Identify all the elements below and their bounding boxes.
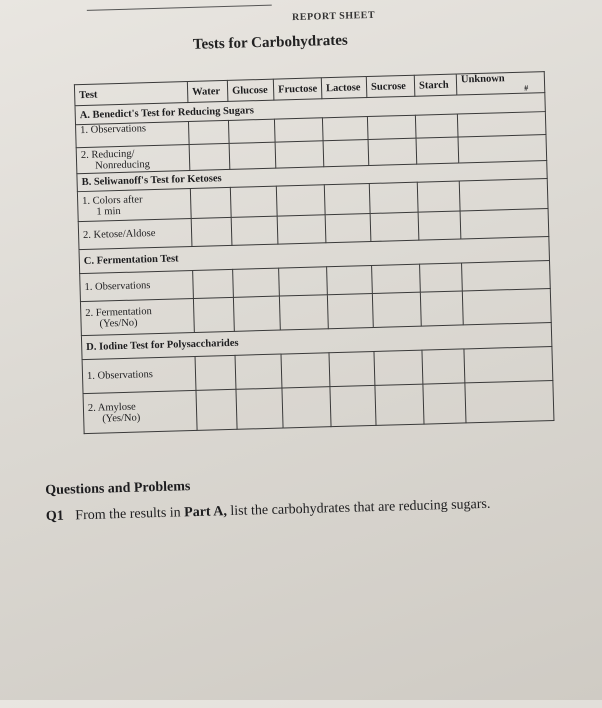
result-cell[interactable]: [277, 215, 326, 244]
result-cell[interactable]: [327, 293, 373, 328]
result-cell[interactable]: [372, 264, 421, 293]
result-cell[interactable]: [458, 135, 547, 163]
row-label: 2. Ketose/Aldose: [78, 219, 192, 250]
result-cell[interactable]: [323, 140, 369, 167]
result-cell[interactable]: [372, 292, 421, 327]
result-cell[interactable]: [189, 143, 230, 170]
row-label: 1. Observations: [82, 356, 196, 393]
result-cell[interactable]: [274, 118, 323, 142]
result-cell[interactable]: [279, 267, 328, 296]
row-label: 2. Reducing/ Nonreducing: [76, 145, 190, 174]
section-title-b: B. Seliwanoff's Test for Ketoses: [77, 161, 547, 192]
result-cell[interactable]: [418, 211, 461, 240]
question-text-pre: From the results in: [75, 505, 181, 524]
result-cell[interactable]: [190, 187, 231, 218]
result-cell[interactable]: [415, 114, 458, 138]
result-cell[interactable]: [375, 384, 424, 425]
result-cell[interactable]: [230, 186, 277, 217]
unknown-number-field[interactable]: #: [524, 83, 529, 93]
result-cell[interactable]: [235, 354, 282, 389]
column-header-unknown: [456, 72, 545, 95]
result-cell[interactable]: [367, 115, 416, 139]
unknown-label: Unknown: [460, 73, 505, 86]
result-cell[interactable]: [229, 142, 276, 169]
column-header-water: Water: [187, 80, 228, 102]
result-cell[interactable]: [457, 112, 546, 137]
result-cell[interactable]: [322, 117, 368, 141]
result-cell[interactable]: [196, 389, 237, 430]
question-text-post: list the carbohydrates that are reducing sugars.: [230, 496, 491, 520]
result-cell[interactable]: [233, 268, 280, 297]
question-part-ref: Part A,: [183, 504, 228, 521]
section-title-d: D. Iodine Test for Polysaccharides: [81, 322, 551, 359]
result-cell[interactable]: [465, 380, 554, 422]
test-column-header: Test: [74, 82, 188, 106]
column-header-sucrose: Sucrose: [366, 75, 415, 97]
result-cell[interactable]: [416, 137, 459, 164]
result-cell[interactable]: [368, 138, 417, 165]
column-header-glucose: Glucose: [227, 79, 274, 101]
row-label: 2. Fermentation (Yes/No): [80, 298, 194, 335]
result-cell[interactable]: [330, 385, 376, 426]
result-cell[interactable]: [374, 350, 423, 385]
result-cell[interactable]: [423, 383, 466, 424]
result-cell[interactable]: [460, 209, 549, 239]
row-label: 2. Amylose (Yes/No): [83, 390, 197, 433]
result-cell[interactable]: [282, 387, 331, 428]
result-cell[interactable]: [324, 184, 370, 215]
result-cell[interactable]: [193, 297, 234, 332]
result-cell[interactable]: [459, 179, 548, 211]
result-cell[interactable]: [193, 269, 234, 298]
result-cell[interactable]: [279, 295, 328, 330]
column-header-fructose: Fructose: [273, 78, 322, 100]
section-title-a: A. Benedict's Test for Reducing Sugars: [75, 93, 545, 125]
result-cell[interactable]: [275, 141, 324, 168]
result-cell[interactable]: [370, 212, 419, 241]
question-1: [46, 494, 586, 525]
column-header-starch: Starch: [414, 74, 457, 96]
column-header-lactose: Lactose: [321, 77, 367, 99]
result-cell[interactable]: [231, 216, 278, 245]
questions-section: [45, 468, 586, 525]
result-cell[interactable]: [233, 296, 280, 331]
row-label: 1. Observations: [80, 270, 194, 301]
result-cell[interactable]: [236, 388, 283, 429]
result-cell[interactable]: [420, 291, 463, 326]
result-cell[interactable]: [325, 214, 371, 243]
question-number: Q1: [45, 508, 65, 525]
result-cell[interactable]: [462, 289, 551, 325]
top-rule: [87, 5, 272, 11]
result-cell[interactable]: [464, 346, 553, 382]
report-label: REPORT SHEET: [291, 9, 376, 24]
result-cell[interactable]: [417, 181, 460, 212]
page-title: Tests for Carbohydrates: [192, 32, 349, 53]
carbohydrate-results-table: [74, 71, 555, 434]
result-cell[interactable]: [327, 265, 373, 294]
result-cell[interactable]: [191, 217, 232, 246]
result-cell[interactable]: [188, 120, 229, 144]
result-cell[interactable]: [422, 349, 465, 384]
result-cell[interactable]: [195, 355, 236, 390]
questions-heading: Questions and Problems: [45, 479, 191, 499]
result-cell[interactable]: [281, 353, 330, 388]
result-cell[interactable]: [276, 185, 325, 216]
result-cell[interactable]: [228, 119, 275, 143]
section-title-c: C. Fermentation Test: [79, 237, 549, 274]
row-label: 1. Observations: [76, 122, 190, 148]
result-cell[interactable]: [462, 261, 551, 291]
result-cell[interactable]: [420, 263, 463, 292]
row-label: 1. Colors after 1 min: [77, 189, 191, 222]
result-cell[interactable]: [369, 182, 418, 213]
result-cell[interactable]: [329, 351, 375, 386]
